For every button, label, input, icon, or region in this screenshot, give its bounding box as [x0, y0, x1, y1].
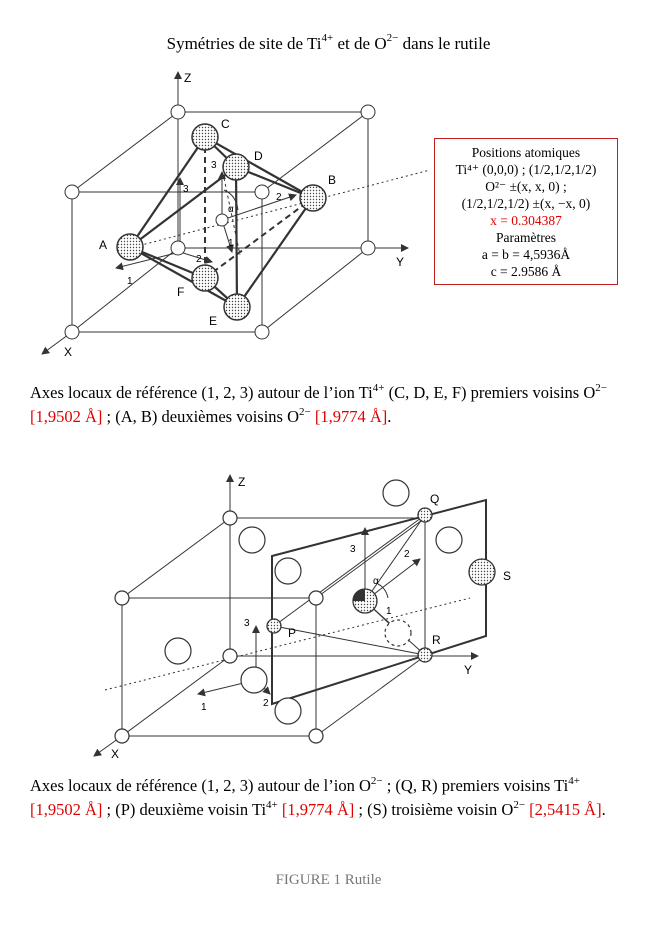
svg-text:1: 1	[127, 276, 133, 287]
ti-atom	[171, 105, 185, 119]
figure-label: FIGURE 1 Rutile	[275, 872, 382, 888]
o-atom	[383, 480, 409, 506]
ti-atom	[65, 325, 79, 339]
ti-atom-p	[267, 619, 281, 633]
atom-label-p: P	[288, 626, 297, 640]
z-label: Z	[238, 475, 246, 489]
y-label: Y	[396, 255, 405, 269]
o-atom	[239, 527, 265, 553]
o-atom-dashed	[385, 620, 411, 646]
svg-text:2: 2	[276, 192, 282, 203]
box-line: a = b = 4,5936Å	[481, 247, 571, 262]
atomic-positions-box	[434, 138, 618, 285]
ti-atom	[223, 511, 237, 525]
atom-label-q: Q	[430, 492, 440, 506]
ti-atom	[361, 241, 375, 255]
o-atom	[275, 698, 301, 724]
ti-atom	[223, 649, 237, 663]
svg-text:2: 2	[404, 549, 410, 560]
svg-text:3: 3	[244, 618, 250, 629]
o-atom	[241, 667, 267, 693]
caption-1: Axes locaux de référence (1, 2, 3) autour de l’ion $Ti^{4+}$ (C, D, E, F) premiers voisins $O^{2-}$ [1,9502 Å] ; (A, B) deuxièmes voisins $O^{2-}$ [1,9774 Å].	[30, 381, 607, 426]
svg-text:3: 3	[350, 544, 356, 555]
atom-label-e: E	[209, 314, 218, 328]
o-atom	[436, 527, 462, 553]
ti-atom	[361, 105, 375, 119]
z-label: Z	[184, 71, 192, 85]
o-atom-c	[192, 124, 218, 150]
o-atom	[165, 638, 191, 664]
o-atom-e	[224, 294, 250, 320]
ti-atom	[309, 729, 323, 743]
svg-text:1: 1	[228, 238, 234, 249]
box-line: O²⁻ ±(x, x, 0) ;	[485, 179, 567, 194]
atom-label-a: A	[99, 238, 108, 252]
atom-label-b: B	[328, 173, 337, 187]
svg-text:α: α	[228, 204, 234, 215]
o-atom-f	[192, 265, 218, 291]
atom-label-c: C	[221, 117, 230, 131]
ti-atom	[255, 185, 269, 199]
box-line: Ti⁴⁺ (0,0,0) ; (1/2,1/2,1/2)	[455, 162, 597, 177]
svg-text:α: α	[373, 576, 379, 587]
ti-atom	[65, 185, 79, 199]
diagram-1	[42, 72, 430, 354]
ti-atom	[255, 325, 269, 339]
ti-atom	[115, 591, 129, 605]
svg-text:1: 1	[386, 606, 392, 617]
y-label: Y	[464, 663, 473, 677]
ti-atom	[171, 241, 185, 255]
o-atom	[275, 558, 301, 584]
box-line: c = 2.9586 Å	[490, 264, 562, 279]
svg-text:3: 3	[211, 160, 217, 171]
box-line: (1/2,1/2,1/2) ±(x, −x, 0)	[461, 196, 591, 211]
box-line-x: x = 0.304387	[490, 213, 562, 228]
ti-atom-r	[418, 648, 432, 662]
svg-text:3: 3	[183, 184, 189, 195]
atom-label-s: S	[503, 569, 512, 583]
o-atom-b	[300, 185, 326, 211]
page-title: Symétries de site de $Ti^{4+}$ et de $O^{2-}$ dans le rutile	[166, 32, 491, 53]
box-line: Paramètres	[496, 230, 556, 245]
o-atom-s	[469, 559, 495, 585]
ti-atom-center	[216, 214, 228, 226]
diagram-2	[94, 475, 495, 756]
box-line: Positions atomiques	[471, 145, 581, 160]
atom-label-d: D	[254, 149, 263, 163]
svg-text:1: 1	[201, 702, 207, 713]
atom-label-r: R	[432, 633, 441, 647]
ti-atom	[309, 591, 323, 605]
o-atom-d	[223, 154, 249, 180]
caption-2: Axes locaux de référence (1, 2, 3) autour de l’ion $O^{2-}$ ; (Q, R) premiers voisins $Ti^{4+}$ [1,9502 Å] ; (P) deuxième voisin $Ti^{4+}$ [1,9774 Å] ; (S) troisième voisin $O^{2-}$ [2,5415 Å].	[30, 774, 606, 819]
x-label: X	[111, 747, 120, 761]
svg-text:2: 2	[263, 698, 269, 709]
o-atom-a	[117, 234, 143, 260]
svg-text:2: 2	[196, 254, 202, 265]
x-label: X	[64, 345, 73, 359]
atom-label-f: F	[177, 285, 185, 299]
ti-atom	[115, 729, 129, 743]
ti-atom-q	[418, 508, 432, 522]
